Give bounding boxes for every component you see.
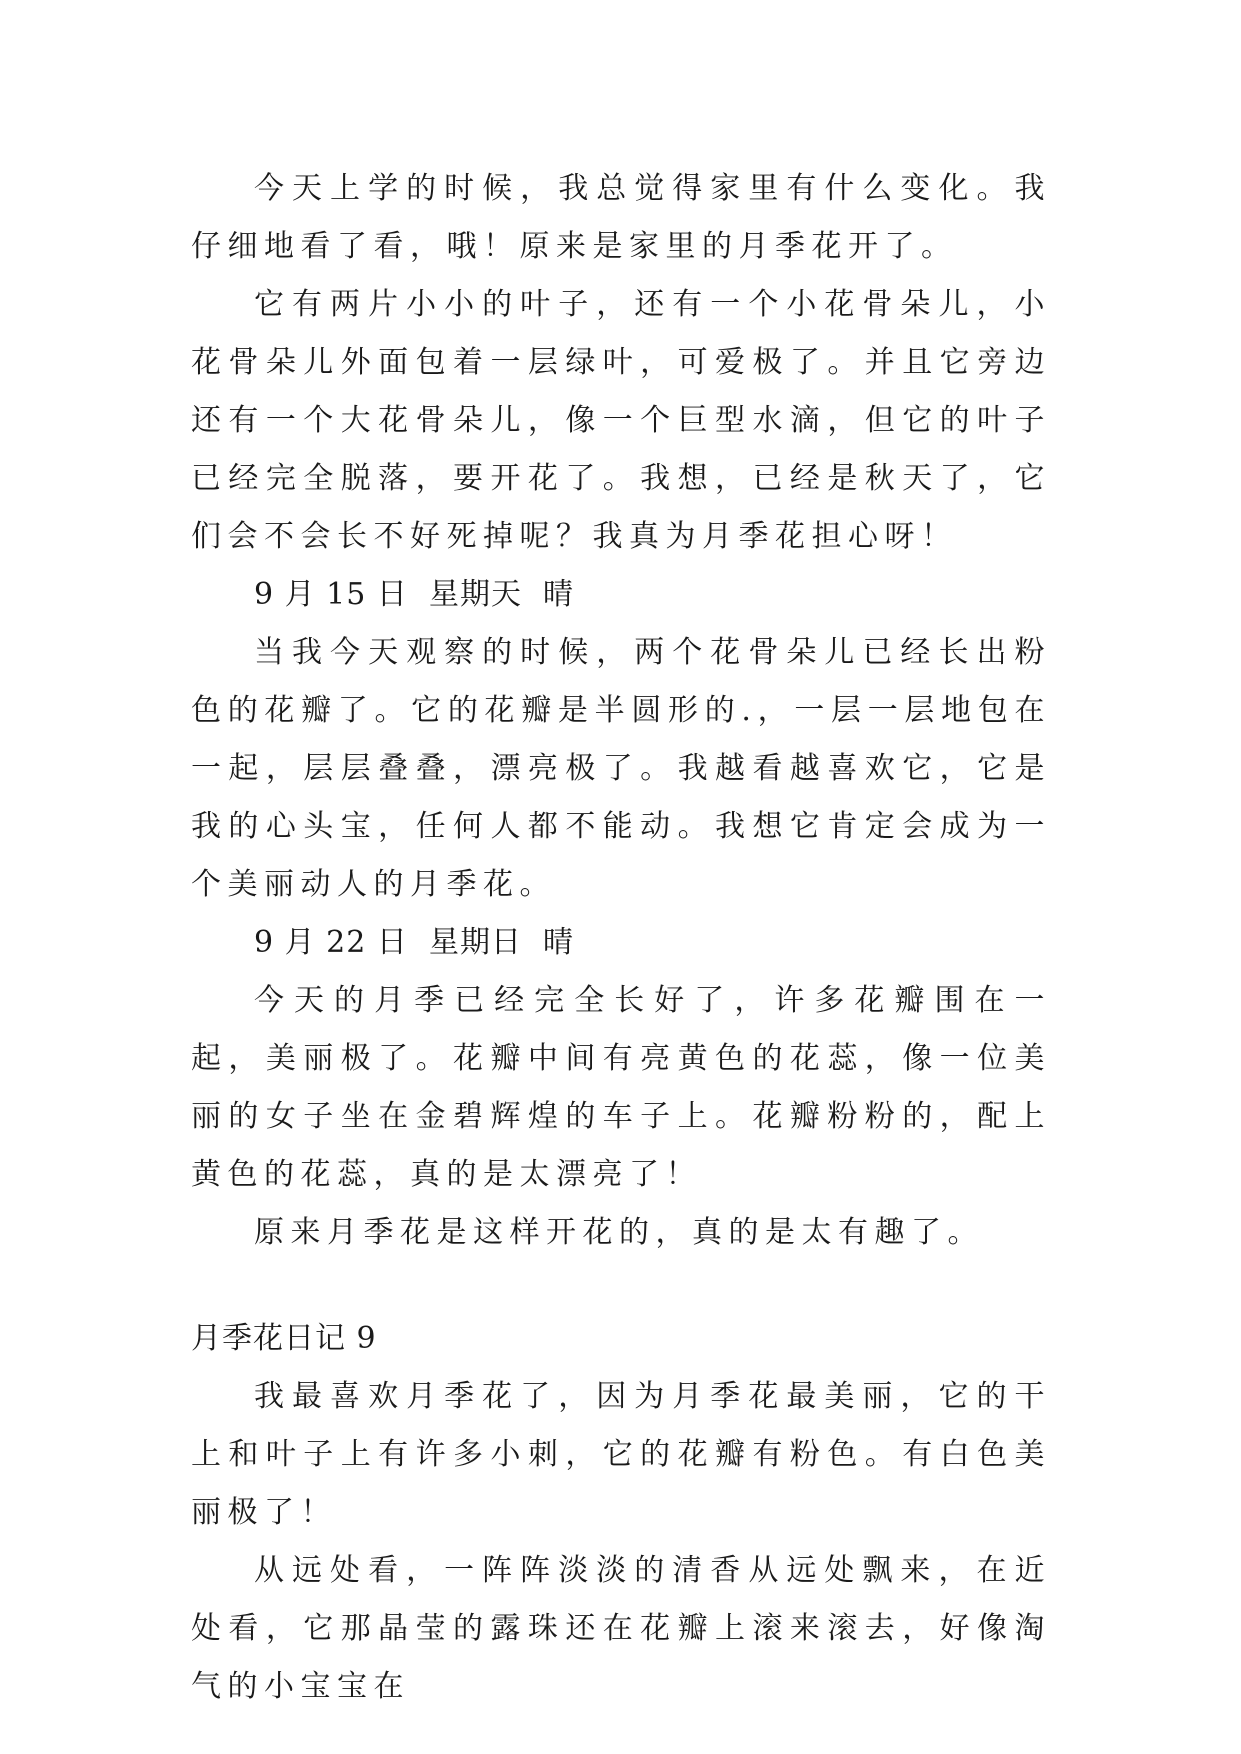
section-heading: 月季花日记 9: [191, 1321, 377, 1356]
paragraph-6: 我最喜欢月季花了，因为月季花最美丽，它的干上和叶子上有许多小刺，它的花瓣有粉色。有白色美丽极了！: [191, 1379, 1051, 1530]
paragraph-1: 今天上学的时候，我总觉得家里有什么变化。我仔细地看了看，哦！原来是家里的月季花开了。: [191, 171, 1051, 264]
paragraph-5: 原来月季花是这样开花的，真的是太有趣了。: [254, 1215, 984, 1250]
paragraph-7: 从远处看，一阵阵淡淡的清香从远处飘来，在近处看，它那晶莹的露珠还在花瓣上滚来滚去，好像淘气的小宝宝在: [191, 1553, 1051, 1704]
document-body: [191, 160, 1051, 1716]
date-line-2: 9 月 22 日 星期日 晴: [254, 925, 575, 960]
paragraph-3: 当我今天观察的时候，两个花骨朵儿已经长出粉色的花瓣了。它的花瓣是半圆形的.，一层一层地包在一起，层层叠叠，漂亮极了。我越看越喜欢它，它是我的心头宝，任何人都不能动。我想它肯定会成为一个美丽动人的月季花。: [191, 635, 1051, 902]
paragraph-4: 今天的月季已经完全长好了，许多花瓣围在一起，美丽极了。花瓣中间有亮黄色的花蕊，像一位美丽的女子坐在金碧辉煌的车子上。花瓣粉粉的，配上黄色的花蕊，真的是太漂亮了！: [191, 983, 1051, 1192]
paragraph-2: 它有两片小小的叶子，还有一个小花骨朵儿，小花骨朵儿外面包着一层绿叶，可爱极了。并且它旁边还有一个大花骨朵儿，像一个巨型水滴，但它的叶子已经完全脱落，要开花了。我想，已经是秋天了，它们会不会长不好死掉呢？我真为月季花担心呀！: [191, 287, 1051, 554]
date-line-1: 9 月 15 日 星期天 晴: [254, 577, 575, 612]
